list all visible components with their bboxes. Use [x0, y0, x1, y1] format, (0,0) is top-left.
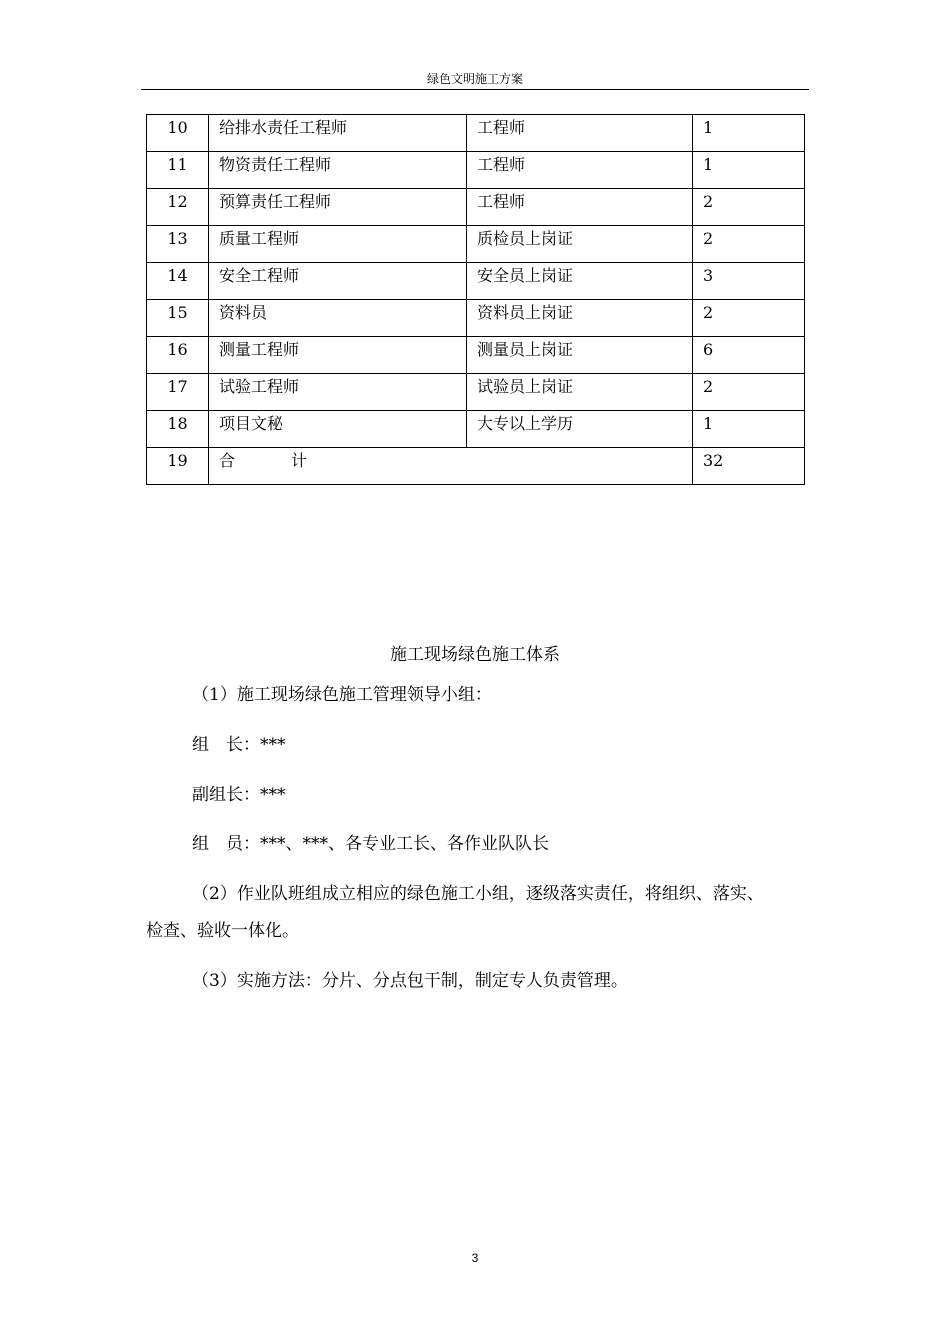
row-number: 12 — [147, 189, 209, 226]
requirement-cell: 资料员上岗证 — [467, 300, 693, 337]
paragraph-deputy-leader: 副组长：*** — [192, 785, 286, 805]
count-cell: 1 — [693, 411, 805, 448]
paragraph-3: （3）实施方法：分片、分点包干制，制定专人负责管理。 — [192, 971, 628, 991]
position-cell: 试验工程师 — [209, 374, 467, 411]
requirement-cell: 大专以上学历 — [467, 411, 693, 448]
total-label — [209, 448, 693, 485]
paragraph-members: 组 员：***、***、各专业工长、各作业队队长 — [192, 834, 549, 854]
row-number: 16 — [147, 337, 209, 374]
table-row — [147, 337, 805, 374]
count-cell: 6 — [693, 337, 805, 374]
count-cell: 1 — [693, 152, 805, 189]
paragraph-leader: 组 长：*** — [192, 735, 286, 755]
requirement-cell: 工程师 — [467, 152, 693, 189]
total-label-a: 合 — [219, 451, 236, 470]
row-number: 17 — [147, 374, 209, 411]
count-cell: 3 — [693, 263, 805, 300]
header-title: 绿色文明施工方案 — [426, 72, 523, 86]
total-label-b: 计 — [291, 451, 308, 470]
paragraph-2-line-2: 检查、验收一体化。 — [146, 921, 299, 941]
row-number: 19 — [147, 448, 209, 485]
position-cell: 安全工程师 — [209, 263, 467, 300]
count-cell: 2 — [693, 300, 805, 337]
table-total-row — [147, 448, 805, 485]
count-cell: 2 — [693, 189, 805, 226]
position-cell: 资料员 — [209, 300, 467, 337]
page-number: 3 — [471, 1251, 479, 1265]
staff-table — [146, 114, 805, 485]
table-row — [147, 263, 805, 300]
paragraph-1: （1）施工现场绿色施工管理领导小组： — [192, 685, 492, 705]
requirement-cell: 工程师 — [467, 115, 693, 152]
row-number: 15 — [147, 300, 209, 337]
staff-table-body — [147, 115, 805, 485]
table-row — [147, 152, 805, 189]
requirement-cell: 安全员上岗证 — [467, 263, 693, 300]
position-cell: 测量工程师 — [209, 337, 467, 374]
requirement-cell: 质检员上岗证 — [467, 226, 693, 263]
position-cell: 质量工程师 — [209, 226, 467, 263]
section-title: 施工现场绿色施工体系 — [390, 645, 560, 665]
position-cell: 预算责任工程师 — [209, 189, 467, 226]
position-cell: 项目文秘 — [209, 411, 467, 448]
count-cell: 2 — [693, 374, 805, 411]
requirement-cell: 工程师 — [467, 189, 693, 226]
position-cell: 物资责任工程师 — [209, 152, 467, 189]
row-number: 14 — [147, 263, 209, 300]
table-row — [147, 374, 805, 411]
row-number: 10 — [147, 115, 209, 152]
table-row — [147, 226, 805, 263]
table-row — [147, 411, 805, 448]
table-row — [147, 115, 805, 152]
count-cell: 1 — [693, 115, 805, 152]
table-row — [147, 300, 805, 337]
page-header — [141, 70, 809, 90]
requirement-cell: 试验员上岗证 — [467, 374, 693, 411]
count-cell: 2 — [693, 226, 805, 263]
row-number: 13 — [147, 226, 209, 263]
table-row — [147, 189, 805, 226]
requirement-cell: 测量员上岗证 — [467, 337, 693, 374]
total-count: 32 — [693, 448, 805, 485]
paragraph-2-line-1: （2）作业队班组成立相应的绿色施工小组，逐级落实责任，将组织、落实、 — [192, 884, 764, 904]
row-number: 18 — [147, 411, 209, 448]
row-number: 11 — [147, 152, 209, 189]
position-cell: 给排水责任工程师 — [209, 115, 467, 152]
